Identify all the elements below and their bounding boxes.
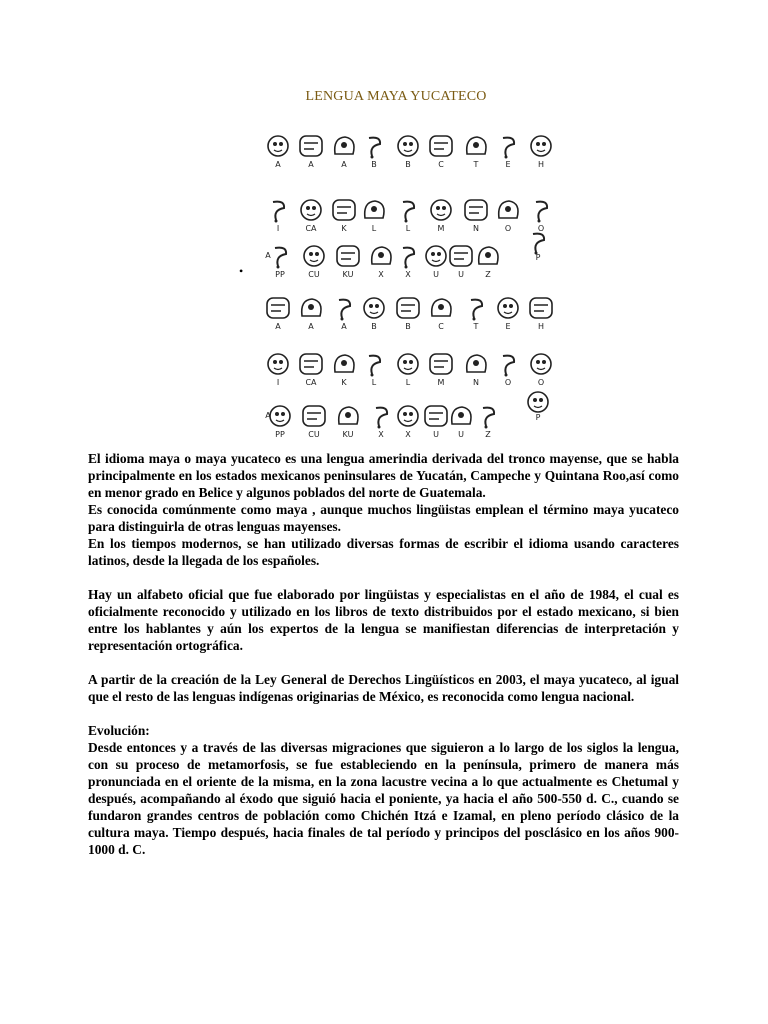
glyph-caption: C — [438, 322, 444, 331]
maya-glyph — [467, 137, 486, 154]
glyph-caption: M — [437, 224, 445, 233]
maya-glyph — [303, 406, 325, 426]
maya-glyph — [503, 138, 514, 159]
maya-glyph — [503, 356, 514, 377]
maya-glyph — [536, 202, 547, 223]
maya-glyph — [530, 298, 552, 318]
glyph-caption: X — [378, 430, 384, 439]
glyph-caption: N — [473, 378, 479, 387]
glyph-caption: U — [433, 270, 439, 279]
glyph-caption: CU — [308, 430, 320, 439]
maya-glyph — [431, 200, 451, 220]
glyph-caption: X — [405, 270, 411, 279]
maya-glyph — [339, 407, 358, 424]
maya-glyph — [426, 246, 446, 266]
glyph-caption: T — [473, 322, 479, 331]
maya-glyph-alphabet-image — [248, 118, 568, 440]
maya-glyph — [398, 406, 418, 426]
maya-glyph — [483, 408, 494, 429]
maya-glyph — [267, 298, 289, 318]
maya-glyph — [300, 354, 322, 374]
glyph-caption: U — [458, 430, 464, 439]
glyph-caption: A — [341, 160, 347, 169]
maya-glyph — [398, 354, 418, 374]
glyph-caption: U — [458, 270, 464, 279]
glyph-caption: A — [275, 160, 281, 169]
glyph-caption: B — [371, 322, 377, 331]
maya-glyph — [465, 200, 487, 220]
glyph-caption: H — [537, 160, 545, 169]
glyph-caption: X — [405, 430, 411, 439]
maya-glyph — [452, 407, 471, 424]
glyph-caption: O — [537, 378, 545, 387]
paragraph-known-as: Es conocida comúnmente como maya , aunque muchos lingüistas emplean el término maya yucateco para distinguirla de otras lenguas mayenses. — [88, 502, 679, 534]
glyph-caption: A — [275, 322, 281, 331]
maya-glyph — [397, 298, 419, 318]
maya-glyph — [369, 138, 380, 159]
maya-glyph — [333, 200, 355, 220]
maya-glyph — [450, 246, 472, 266]
maya-glyph — [498, 298, 518, 318]
paragraph-intro: El idioma maya o maya yucateco es una lengua amerindia derivada del tronco mayense, que se habla principalmente en los estados mexicanos peninsulares de Yucatán, Campeche y Quintana Roo,así como en menor grado en Belice y algunos poblados del norte de Guatemala. — [88, 451, 679, 500]
glyph-caption: A — [308, 160, 314, 169]
glyph-caption: O — [537, 224, 545, 233]
maya-glyph — [531, 354, 551, 374]
maya-glyph — [365, 201, 384, 218]
maya-glyph — [403, 202, 414, 223]
maya-glyph — [425, 406, 447, 426]
maya-glyph — [376, 408, 387, 429]
maya-glyph — [403, 248, 414, 269]
maya-glyph — [273, 202, 284, 223]
maya-glyph — [335, 355, 354, 372]
glyph-caption: KU — [342, 430, 354, 439]
maya-glyph — [301, 200, 321, 220]
glyph-caption: T — [473, 160, 479, 169]
maya-glyph — [369, 356, 380, 377]
glyph-caption: N — [473, 224, 479, 233]
glyph-caption: X — [378, 270, 384, 279]
glyph-caption: L — [371, 378, 377, 387]
maya-glyph — [275, 248, 286, 269]
paragraph-modern-times: En los tiempos modernos, se han utilizado diversas formas de escribir el idioma usando caracteres latinos, desde la llegada de los españoles. — [88, 536, 679, 568]
paragraph-law-2003: A partir de la creación de la Ley General de Derechos Lingüísticos en 2003, el maya yucateco, al igual que el resto de las lenguas indígenas originarias de México, es reconocida como lengua nacional. — [88, 672, 679, 704]
glyph-caption: L — [405, 378, 411, 387]
glyph-caption: CA — [305, 378, 317, 387]
maya-glyph — [528, 392, 548, 412]
maya-glyph — [479, 247, 498, 264]
maya-glyph — [335, 137, 354, 154]
maya-glyph — [430, 136, 452, 156]
maya-glyph — [337, 246, 359, 266]
glyph-caption: CA — [305, 224, 317, 233]
glyph-caption: CU — [308, 270, 320, 279]
maya-glyph — [268, 136, 288, 156]
maya-glyph — [300, 136, 322, 156]
glyph-caption: H — [537, 322, 545, 331]
maya-glyph — [432, 299, 451, 316]
glyph-caption: U — [433, 430, 439, 439]
maya-glyph — [270, 406, 290, 426]
glyph-caption: E — [505, 322, 511, 331]
maya-glyph — [364, 298, 384, 318]
list-bullet: • — [239, 264, 244, 278]
glyph-caption: C — [438, 160, 444, 169]
glyph-caption: A — [341, 322, 347, 331]
maya-glyph — [302, 299, 321, 316]
maya-glyph — [398, 136, 418, 156]
document-title: LENGUA MAYA YUCATECO — [305, 89, 487, 104]
glyph-caption: PP — [275, 430, 285, 439]
glyph-caption: E — [505, 160, 511, 169]
glyph-caption: P — [535, 253, 541, 262]
maya-glyph-alphabet-figure — [248, 118, 568, 440]
paragraph-evolution: Desde entonces y a través de las diversas migraciones que siguieron a lo largo de los siglos la lengua, con su proceso de metamorfosis, se fue estableciendo en la península, primero de manera más pronunciada en el oriente de la misma, en la zona lacustre vecina a lo que actualmente es Chetumal y después, acompañando al éxodo que siguió hacia el poniente, ya hacia el año 500-550 d. C., cuando se fundaron grandes centros de población como Chichén Itzá e Izamal, en pleno período clásico de la cultura maya. Tiempo después, hacia finales de tal período y principos del posclásico en los años 900-1000 d. C. — [88, 740, 679, 857]
maya-glyph — [304, 246, 324, 266]
glyph-caption: B — [405, 160, 411, 169]
glyph-caption: O — [504, 378, 512, 387]
maya-glyph — [467, 355, 486, 372]
glyph-caption: Z — [485, 270, 491, 279]
maya-glyph — [533, 234, 544, 255]
glyph-caption: B — [405, 322, 411, 331]
glyph-caption: PP — [275, 270, 285, 279]
glyph-caption: I — [276, 224, 280, 233]
glyph-caption: L — [405, 224, 411, 233]
maya-glyph — [339, 300, 350, 321]
glyph-caption: Z — [485, 430, 491, 439]
section-heading-evolucion: Evolución: — [88, 723, 150, 738]
maya-glyph — [531, 136, 551, 156]
glyph-caption: A — [265, 251, 271, 260]
glyph-caption: I — [276, 378, 280, 387]
glyph-caption: K — [341, 224, 347, 233]
glyph-caption: A — [308, 322, 314, 331]
glyph-caption: K — [341, 378, 347, 387]
glyph-caption: KU — [342, 270, 354, 279]
glyph-caption: L — [371, 224, 377, 233]
paragraph-official-alphabet: Hay un alfabeto oficial que fue elaborado por lingüistas y especialistas en el año de 1984, el cual es oficialmente reconocido y utilizado en los libros de texto distribuidos por el estado mexicano, si bien entre los hablantes y aún los expertos de la lengua se manifiestan diferencias de interpretación y representación ortográfica. — [88, 587, 679, 653]
glyph-caption: B — [371, 160, 377, 169]
maya-glyph — [499, 201, 518, 218]
maya-glyph — [471, 300, 482, 321]
glyph-caption: M — [437, 378, 445, 387]
maya-glyph — [372, 247, 391, 264]
document-body — [88, 450, 679, 858]
maya-glyph — [430, 354, 452, 374]
glyph-caption: P — [535, 413, 541, 422]
maya-glyph — [268, 354, 288, 374]
glyph-caption: A — [265, 411, 271, 420]
glyph-caption: O — [504, 224, 512, 233]
